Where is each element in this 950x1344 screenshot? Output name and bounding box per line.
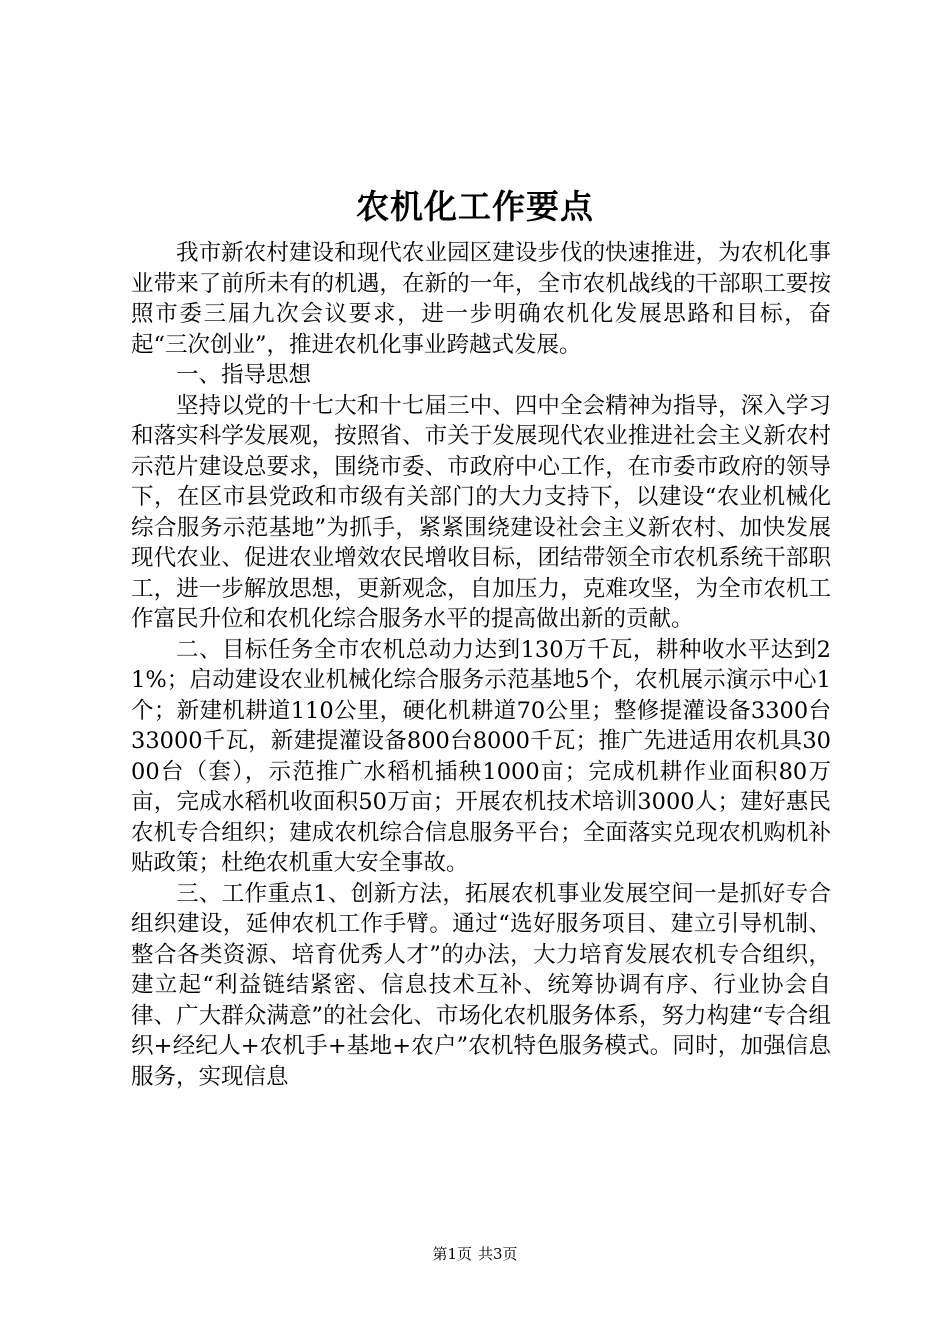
page-footer — [0, 1244, 950, 1264]
page-number: 第1页 — [432, 1245, 472, 1263]
page-total: 共3页 — [478, 1245, 518, 1263]
section-heading-guiding-thought: 一、指导思想 — [176, 362, 312, 388]
guiding-thought-paragraph: 坚持以党的十七大和十七届三中、四中全会精神为指导，深入学习和落实科学发展观，按照省、市关于发展现代农业推进社会主义新农村示范片建设总要求，围绕市委、市政府中心工作，在市委市政府的领导下，在区市县党政和市级有关部门的大力支持下，以建设“农业机械化综合服务示范基地”为抓手，紧紧围绕建设社会主义新农村、加快发展现代农业、促进农业增效农民增收目标，团结带领全市农机系统干部职工，进一步解放思想，更新观念，自加压力，克难攻坚，为全市农机工作富民升位和农机化综合服务水平的提高做出新的贡献。 — [131, 392, 831, 632]
document-body — [131, 238, 831, 1092]
targets-paragraph: 二、目标任务全市农机总动力达到130万千瓦，耕种收水平达到21%；启动建设农业机械化综合服务示范基地5个，农机展示演示中心1个；新建机耕道110公里，硬化机耕道70公里；整修提灌设备3300台33000千瓦，新建提灌设备800台8000千瓦；推广先进适用农机具3000台（套），示范推广水稻机插秧1000亩；完成机耕作业面积80万亩，完成水稻机收面积50万亩；开展农机技术培训3000人；建好惠民农机专合组织；建成农机综合信息服务平台；全面落实兑现农机购机补贴政策；杜绝农机重大安全事故。 — [131, 636, 831, 876]
intro-paragraph: 我市新农村建设和现代农业园区建设步伐的快速推进，为农机化事业带来了前所未有的机遇，在新的一年，全市农机战线的干部职工要按照市委三届九次会议要求，进一步明确农机化发展思路和目标，奋起“三次创业”，推进农机化事业跨越式发展。 — [131, 240, 831, 358]
work-focus-paragraph: 三、工作重点1、创新方法，拓展农机事业发展空间一是抓好专合组织建设，延伸农机工作手臂。通过“选好服务项目、建立引导机制、整合各类资源、培育优秀人才”的办法，大力培育发展农机专合组织，建立起“利益链结紧密、信息技术互补、统筹协调有序、行业协会自律、广大群众满意”的社会化、市场化农机服务体系，努力构建“专合组织+经纪人+农机手+基地+农户”农机特色服务模式。同时，加强信息服务，实现信息 — [131, 880, 831, 1090]
document-title: 农机化工作要点 — [356, 187, 594, 226]
